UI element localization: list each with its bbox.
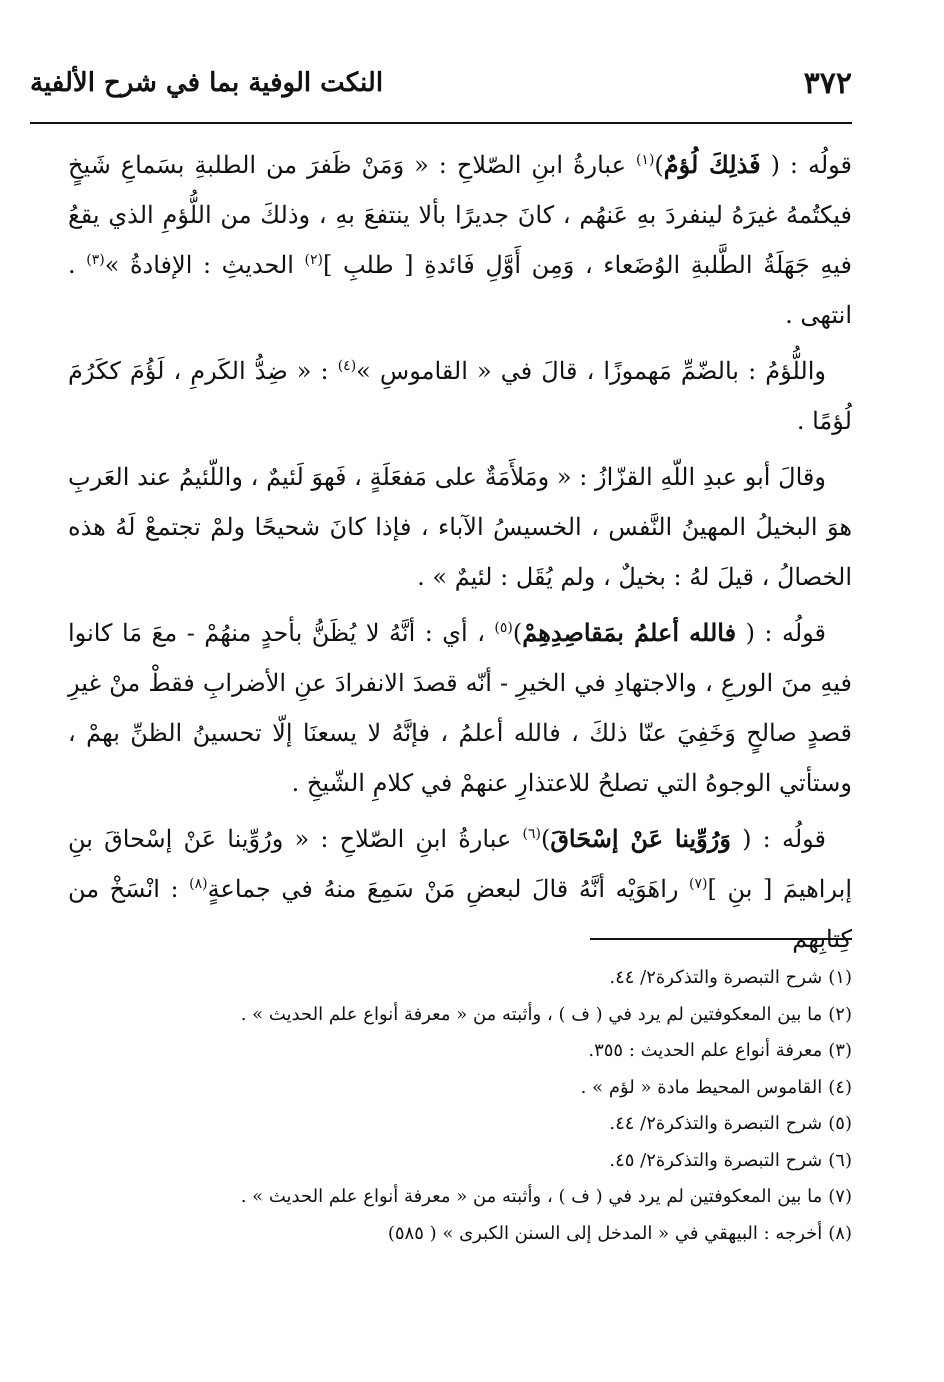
paragraph <box>68 814 852 964</box>
text-run: قولُه : ( <box>760 151 852 179</box>
paragraph <box>68 608 852 808</box>
footnote-text: شرح التبصرة والتذكرة٢/ ٤٥. <box>609 1149 823 1171</box>
footnote <box>68 1179 852 1216</box>
footnote-text: ما بين المعكوفتين لم يرد في ( ف ) ، وأثبته من « معرفة أنواع علم الحديث » . <box>240 1186 823 1207</box>
footnotes <box>68 960 852 1252</box>
text-run: : « ضِدُّ الكَرمِ ، لَؤُمَ ككَرُمَ لُؤمًا . <box>68 357 852 435</box>
footnote <box>68 1033 852 1070</box>
footnote-ref: (١) <box>635 152 655 168</box>
footnote-number: (٦) <box>828 1149 852 1171</box>
text-run: عبارةُ ابنِ الصّلاحِ : « وَمَنْ ظَفرَ من الطلبةِ بسَماعِ شَيخٍ فيكتُمهُ غيرَهُ لينفردَ بهِ عَنهُم ، كانَ جديرًا بألا ينتفعَ بهِ ، وذلكَ من اللُّؤمِ الذي يقعُ فيهِ جَهَلَةُ الطَّلبةِ الوُضَعاء ، وَمِن أَوَّلِ فَائدةِ [ طلبِ ] <box>68 151 852 279</box>
footnote-text: شرح التبصرة والتذكرة٢/ ٤٤. <box>609 967 823 988</box>
footnote-number: (٥) <box>828 1113 852 1134</box>
footnote-number: (٢) <box>828 1003 852 1025</box>
text-run: : انْسَخْ من كِتابِهم <box>68 875 852 953</box>
footnote-separator <box>590 938 852 940</box>
text-run: واللُّؤمُ : بالضّمِّ مَهموزًا ، قالَ في « القاموسِ » <box>356 357 826 385</box>
text-run: الحديثِ : الإفادةُ » <box>104 251 305 279</box>
footnote-text: أخرجه : البيهقي في « المدخل إلى السنن الكبرى » ( ٥٨٥) <box>387 1222 823 1244</box>
footnote <box>68 960 852 997</box>
footnote <box>68 997 852 1034</box>
footnote-text: ما بين المعكوفتين لم يرد في ( ف ) ، وأثبته من « معرفة أنواع علم الحديث » . <box>240 1003 823 1025</box>
footnote-text: معرفة أنواع علم الحديث : ٣٥٥. <box>588 1040 823 1061</box>
text-run: ) <box>512 619 523 647</box>
quoted-phrase: فَذلِكَ لُؤمٌ <box>663 150 761 179</box>
footnote-ref: (٢) <box>304 252 324 268</box>
paragraph <box>68 452 852 602</box>
footnote-text: شرح التبصرة والتذكرة٢/ ٤٤. <box>609 1113 823 1134</box>
text-run: قولُه : ( <box>730 825 826 853</box>
text-run: ، أي : أنَّهُ لا يُظَنُّ بأحدٍ منهُمْ - معَ مَا كانوا فيهِ منَ الورعِ ، والاجتهادِ في الخيرِ - أنّه قصدَ الانفرادَ عنِ الأضرابِ فقطْ منْ غيرِ قصدٍ صالحٍ وَخَفِيَ عنّا ذلكَ ، فالله أعلمُ ، فإنَّهُ لا يسعنَا إلّا تحسينُ الظنِّ بهمْ ، وستأتي الوجوهُ التي تصلحُ للاعتذارِ عنهمْ في كلامِ الشّيخِ . <box>68 619 852 797</box>
paragraph <box>68 140 852 340</box>
text-run: وقالَ أبو عبدِ اللّهِ القزّازُ : « ومَلأَمَةٌ على مَفعَلَةٍ ، فَهوَ لَئيمٌ ، واللّئيمُ عند العَربِ هوَ البخيلُ المهينُ النَّفس ، الخسيسُ الآباء ، فإذا كانَ شحيحًا ولمْ تجتمعْ لَهُ هذه الخصالُ ، قيلَ لهُ : بخيلٌ ، ولم يُقَل : لئيمٌ » . <box>68 463 852 591</box>
footnote-ref: (٣) <box>86 252 105 268</box>
header-rule <box>30 122 852 124</box>
text-run: . انتهى . <box>68 251 852 329</box>
running-title: النكت الوفية بما في شرح الألفية <box>30 68 384 98</box>
footnote <box>68 1106 852 1143</box>
footnote <box>68 1070 852 1107</box>
footnote <box>68 1143 852 1180</box>
quoted-phrase: فالله أعلمُ بمَقاصِدِهِمْ <box>522 618 737 647</box>
footnote-text: القاموس المحيط مادة « لؤم » . <box>580 1076 823 1098</box>
paragraph <box>68 346 852 446</box>
text-run: راهَوَيْه أنَّهُ قالَ لبعضِ مَنْ سَمِعَ منهُ في جماعةٍ <box>207 875 690 903</box>
text-run: ) <box>540 825 551 853</box>
text-run: عبارةُ ابنِ الصّلاحِ : « ورُوِّينا عَنْ إسْحاقَ بنِ إبراهيمَ [ بنِ ] <box>68 825 853 903</box>
text-run: ) <box>654 151 664 179</box>
footnote-number: (٧) <box>828 1186 852 1207</box>
page-number: ٣٧٢ <box>803 66 852 101</box>
footnote-ref: (٦) <box>522 826 541 842</box>
main-text <box>68 140 852 970</box>
footnote-ref: (٤) <box>337 358 357 374</box>
quoted-phrase: وَرُوِّينا عَنْ إسْحَاقَ <box>550 824 731 853</box>
footnote <box>68 1216 852 1253</box>
footnote-number: (٨) <box>828 1222 852 1244</box>
page-header <box>30 62 852 118</box>
text-run: قولُه : ( <box>736 619 827 647</box>
footnote-number: (٣) <box>828 1040 852 1061</box>
footnote-number: (١) <box>828 967 852 988</box>
footnote-number: (٤) <box>828 1076 852 1098</box>
footnote-ref: (٥) <box>494 620 513 636</box>
footnote-ref: (٨) <box>189 876 208 892</box>
footnote-ref: (٧) <box>689 876 708 892</box>
